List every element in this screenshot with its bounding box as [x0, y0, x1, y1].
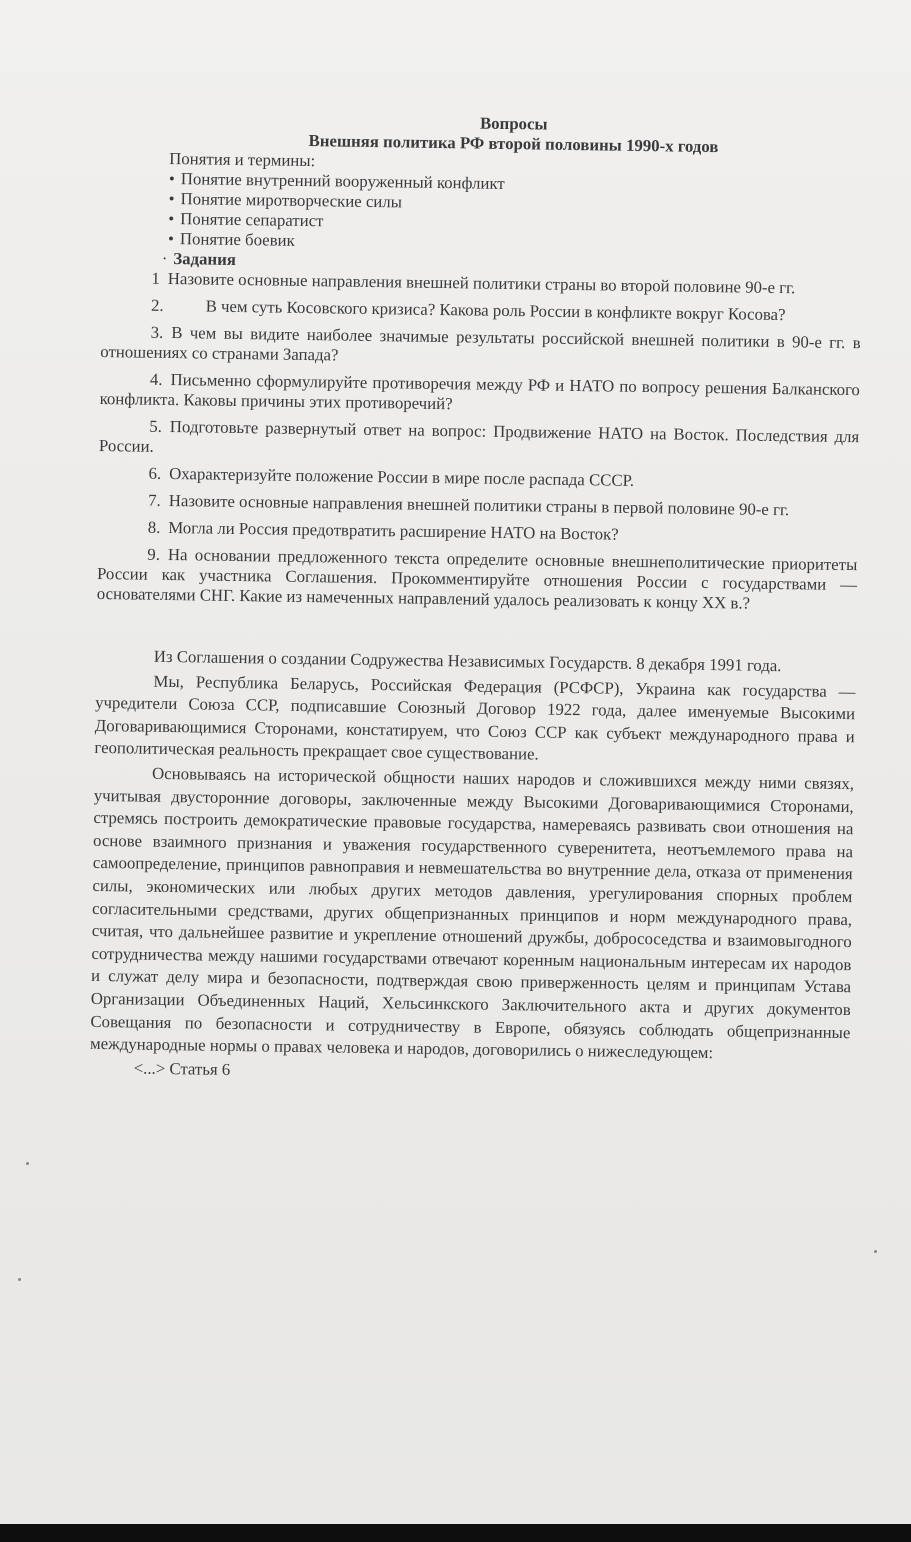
task-number: 1	[151, 268, 161, 288]
paper-speck	[874, 1250, 877, 1253]
task-number: 5.	[149, 416, 163, 436]
terms-heading: Понятия и термины:	[169, 148, 316, 171]
task-item	[98, 490, 858, 521]
task-text: Могла ли Россия предотвратить расширение НАТО на Восток?	[168, 518, 619, 544]
term-item: • Понятие внутренний вооруженный конфликт	[169, 169, 863, 199]
agreement-paragraph: Основываясь на исторической общности наших народов и сложившихся между ними связях, учитывая двусторонние договоры, заключенные между Высокими Договаривающимися Сторонами, стремясь построить демократические правовые государства, намереваясь развивать свои отношения на основе взаимного признания и уважения государственного суверенитета, неотъемлемого права на самоопределение, принципов равноправия и невмешательства во внутренние дела, отказа от применения силы, экономических или любых других методов давления, урегулирования спорных проблем согласительными средствами, других общепризнанных принципов и норм международного права, считая, что дальнейшее развитие и укрепление отношений дружбы, добрососедства и взаимовыгодного сотрудничества между нашими государствами отвечают коренным национальным интересам их народов и служат делу мира и безопасности, подтверждая свою приверженность целям и принципам Устава Организации Объединенных Наций, Хельсинкского Заключительного акта и других документов Совещания по безопасности и сотрудничеству в Европе, обязуясь соблюдать общепризнанные международные нормы о правах человека и народов, договорились о нижеследующем:	[89, 763, 855, 1063]
term-item: • Понятие боевик	[168, 229, 862, 259]
tasks-heading: · Задания	[102, 248, 862, 279]
term-item: • Понятие миротворческие силы	[169, 189, 863, 219]
task-text: Назовите основные направления внешней политики страны в первой половине 90-е гг.	[168, 491, 790, 520]
agreement-paragraph: Мы, Республика Беларусь, Российская Федерация (РСФСР), Украина как государства — учредители Союза ССР, подписавшие Союзный Договор 1922 года, далее именуемые Высокими Договаривающимися Сторонами, констатируем, что Союз ССР как субъект международного права и геополитическая реальность прекращает свое существование.	[94, 671, 856, 764]
task-text: На основании предложенного текста определите основные внешнеполитические приоритеты России как участника Соглашения. Прокомментируйте отношения России с государствами — основателями СНГ. Какие из намеченных направлений удалось реализовать к концу XX в.?	[96, 544, 858, 613]
task-number: 8.	[147, 517, 161, 537]
term-item: • Понятие сепаратист	[168, 209, 862, 239]
article-reference: <...> Статья 6	[133, 1058, 231, 1079]
task-text: В чем вы видите наиболее значимые результаты российской внешней политики в 90-е гг. в отношениях со странами Запада?	[100, 323, 861, 365]
document-page	[90, 108, 864, 1089]
task-item	[100, 369, 861, 420]
document-title: Вопросы	[479, 113, 548, 134]
task-text: В чем суть Косовского кризиса? Какова роль России в конфликте вокруг Косова?	[205, 296, 786, 325]
task-item	[99, 416, 860, 467]
task-number: 9.	[147, 544, 161, 564]
source-heading: Из Соглашения о создании Содружества Независимых Государств. 8 декабря 1991 года.	[153, 646, 782, 676]
task-item	[100, 322, 861, 373]
task-text: Письменно сформулируйте противоречия между РФ и НАТО по вопросу решения Балканского конфликта. Каковы причины этих противоречий?	[99, 370, 861, 414]
task-item	[97, 544, 858, 615]
task-text: Охарактеризуйте положение России в мире после распада СССР.	[169, 464, 635, 490]
document-subtitle: Внешняя политика РФ второй половины 1990-х годов	[308, 131, 719, 157]
task-item	[101, 295, 861, 326]
task-number: 3.	[150, 322, 164, 342]
task-item	[98, 517, 858, 548]
task-number: 6.	[148, 463, 162, 483]
paper-speck	[26, 1162, 29, 1165]
task-number: 2.	[150, 295, 164, 315]
task-number: 4.	[149, 369, 163, 389]
terms-list	[102, 168, 863, 259]
task-text: Назовите основные направления внешней политики страны во второй половине 90-е гг.	[167, 268, 796, 298]
task-text: Подготовьте развернутый ответ на вопрос: Продвижение НАТО на Восток. Последствия для России.	[98, 417, 860, 456]
screen-bottom-bar	[0, 1524, 911, 1542]
paper-speck	[18, 1278, 21, 1281]
task-number: 7.	[148, 490, 161, 510]
task-item	[98, 463, 858, 494]
